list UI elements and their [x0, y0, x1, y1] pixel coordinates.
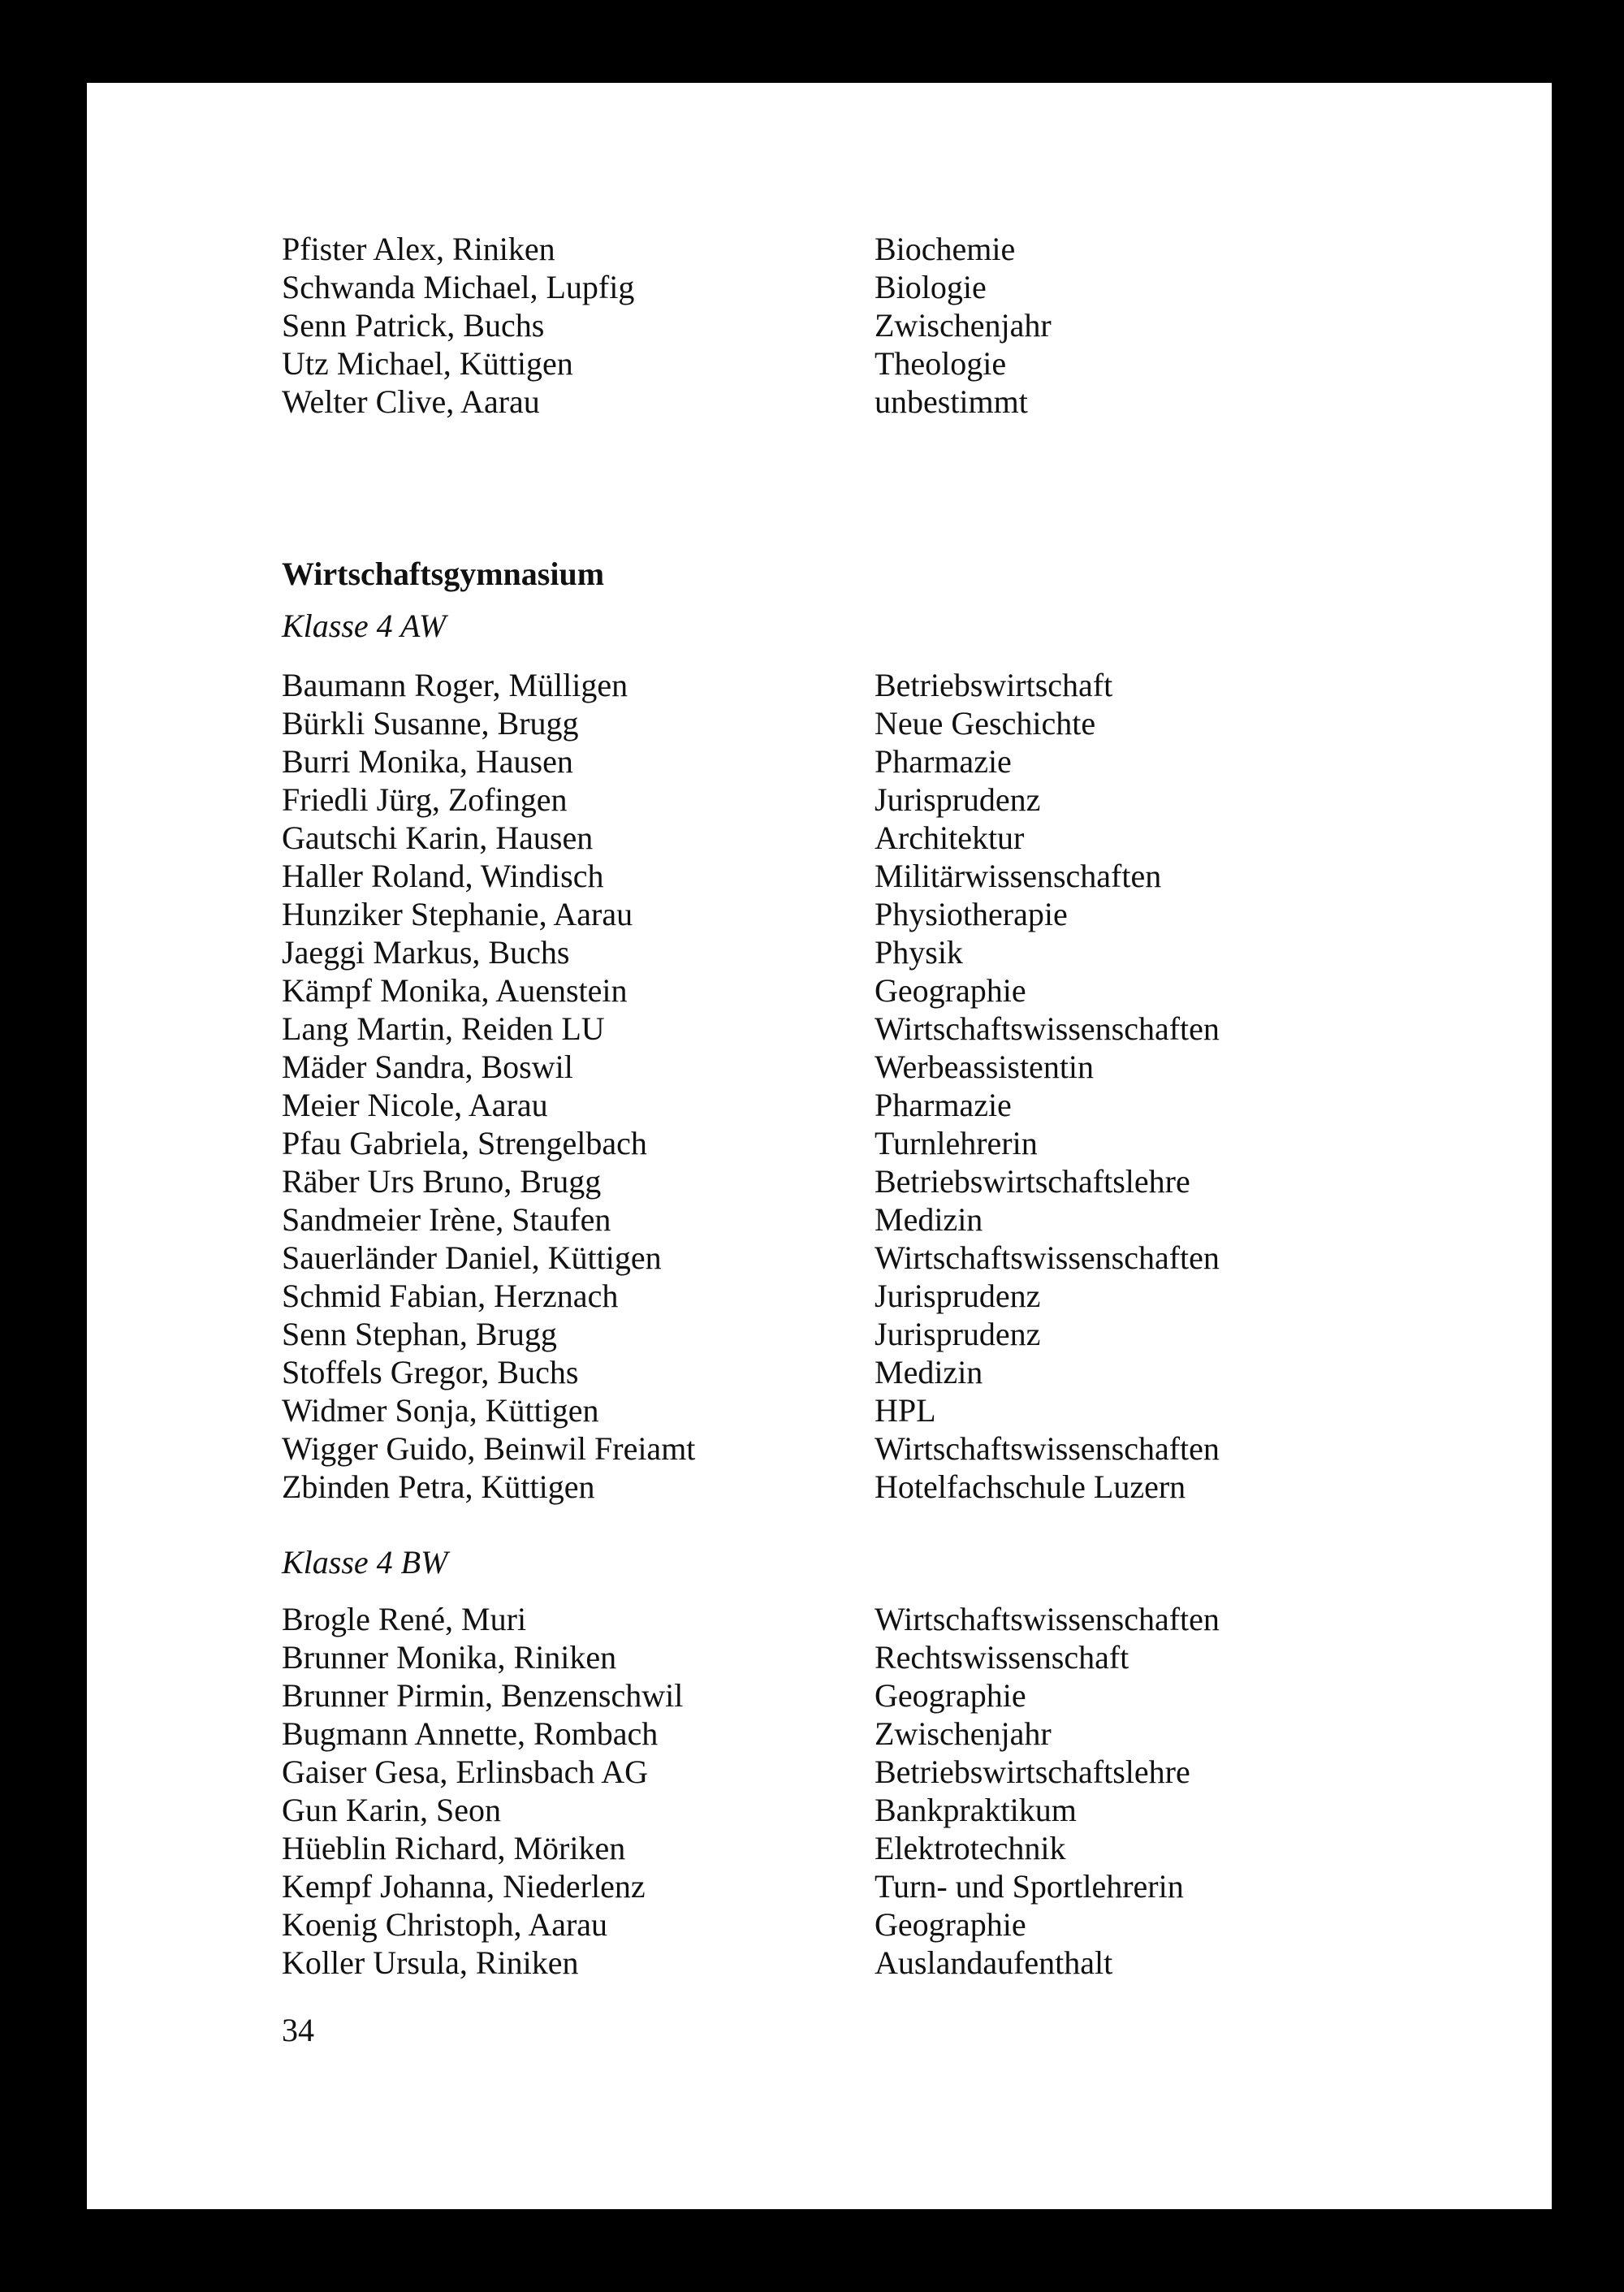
table-row: [87, 1867, 1552, 1905]
student-name: Senn Patrick, Buchs: [282, 307, 545, 344]
student-name: Meier Nicole, Aarau: [282, 1087, 548, 1123]
student-name: Lang Martin, Reiden LU: [282, 1010, 605, 1047]
student-name: Koenig Christoph, Aarau: [282, 1906, 608, 1943]
student-name: Burri Monika, Hausen: [282, 743, 573, 780]
table-row: [87, 895, 1552, 933]
table-row: [87, 1124, 1552, 1162]
table-row: [87, 819, 1552, 857]
student-name: Widmer Sonja, Küttigen: [282, 1392, 599, 1429]
student-name: Hunziker Stephanie, Aarau: [282, 896, 633, 932]
field-of-study: Rechtswissenschaft: [875, 1639, 1129, 1676]
field-of-study: Biochemie: [875, 231, 1016, 267]
table-row: [87, 1715, 1552, 1753]
student-name: Mäder Sandra, Boswil: [282, 1049, 573, 1085]
student-name: Gautschi Karin, Hausen: [282, 819, 594, 856]
table-row: [87, 933, 1552, 971]
field-of-study: Betriebswirtschaftslehre: [875, 1754, 1190, 1790]
table-row: [87, 1353, 1552, 1391]
field-of-study: Geographie: [875, 972, 1026, 1009]
table-row: [87, 1010, 1552, 1048]
table-row: [87, 1944, 1552, 1982]
table-row: [87, 781, 1552, 819]
field-of-study: Wirtschaftswissenschaften: [875, 1239, 1220, 1276]
student-name: Kempf Johanna, Niederlenz: [282, 1868, 646, 1905]
student-name: Welter Clive, Aarau: [282, 383, 540, 420]
student-name: Kämpf Monika, Auenstein: [282, 972, 628, 1009]
field-of-study: Pharmazie: [875, 743, 1012, 780]
field-of-study: Turn- und Sportlehrerin: [875, 1868, 1184, 1905]
student-name: Koller Ursula, Riniken: [282, 1944, 579, 1981]
field-of-study: Auslandaufenthalt: [875, 1944, 1113, 1981]
student-name: Räber Urs Bruno, Brugg: [282, 1163, 602, 1200]
table-row: [87, 704, 1552, 742]
table-row: [87, 971, 1552, 1010]
student-name: Sandmeier Irène, Staufen: [282, 1201, 611, 1238]
table-row: [87, 230, 1552, 268]
field-of-study: Turnlehrerin: [875, 1125, 1038, 1161]
table-row: [87, 1086, 1552, 1124]
student-name: Friedli Jürg, Zofingen: [282, 781, 568, 818]
field-of-study: Physik: [875, 934, 963, 971]
field-of-study: Betriebswirtschaft: [875, 667, 1113, 703]
student-name: Hüeblin Richard, Möriken: [282, 1830, 626, 1866]
table-row: [87, 666, 1552, 704]
student-name: Gaiser Gesa, Erlinsbach AG: [282, 1754, 648, 1790]
class-title-4bw: Klasse 4 BW: [282, 1544, 448, 1581]
table-row: [87, 1429, 1552, 1468]
field-of-study: Wirtschaftswissenschaften: [875, 1430, 1220, 1467]
student-name: Baumann Roger, Mülligen: [282, 667, 628, 703]
field-of-study: Werbeassistentin: [875, 1049, 1095, 1085]
document-page: [87, 83, 1552, 2209]
intro-student-list: [87, 230, 1552, 421]
student-name: Utz Michael, Küttigen: [282, 345, 573, 382]
table-row: [87, 306, 1552, 344]
field-of-study: Hotelfachschule Luzern: [875, 1468, 1186, 1505]
student-name: Gun Karin, Seon: [282, 1792, 501, 1828]
table-row: [87, 1277, 1552, 1315]
field-of-study: Wirtschaftswissenschaften: [875, 1010, 1220, 1047]
field-of-study: Jurisprudenz: [875, 781, 1041, 818]
table-row: [87, 1600, 1552, 1638]
field-of-study: Physiotherapie: [875, 896, 1068, 932]
field-of-study: Pharmazie: [875, 1087, 1012, 1123]
field-of-study: Biologie: [875, 269, 987, 305]
table-row: [87, 857, 1552, 895]
student-name: Sauerländer Daniel, Küttigen: [282, 1239, 662, 1276]
field-of-study: Medizin: [875, 1201, 983, 1238]
table-row: [87, 1048, 1552, 1086]
class-4aw-list: [87, 666, 1552, 1506]
field-of-study: Jurisprudenz: [875, 1278, 1041, 1314]
table-row: [87, 1638, 1552, 1676]
table-row: [87, 1315, 1552, 1353]
table-row: [87, 1391, 1552, 1429]
field-of-study: Zwischenjahr: [875, 307, 1052, 344]
student-name: Brogle René, Muri: [282, 1601, 527, 1637]
field-of-study: Bankpraktikum: [875, 1792, 1077, 1828]
field-of-study: Theologie: [875, 345, 1007, 382]
table-row: [87, 1162, 1552, 1200]
student-name: Pfister Alex, Riniken: [282, 231, 555, 267]
field-of-study: HPL: [875, 1392, 936, 1429]
student-name: Bürkli Susanne, Brugg: [282, 705, 579, 742]
field-of-study: unbestimmt: [875, 383, 1028, 420]
table-row: [87, 1239, 1552, 1277]
student-name: Zbinden Petra, Küttigen: [282, 1468, 595, 1505]
student-name: Pfau Gabriela, Strengelbach: [282, 1125, 647, 1161]
student-name: Stoffels Gregor, Buchs: [282, 1354, 579, 1390]
student-name: Wigger Guido, Beinwil Freiamt: [282, 1430, 696, 1467]
table-row: [87, 1200, 1552, 1239]
page-number: 34: [282, 2012, 314, 2048]
class-title-4aw: Klasse 4 AW: [282, 608, 447, 644]
field-of-study: Neue Geschichte: [875, 705, 1096, 742]
table-row: [87, 1676, 1552, 1715]
field-of-study: Militärwissenschaften: [875, 858, 1162, 894]
table-row: [87, 742, 1552, 781]
field-of-study: Zwischenjahr: [875, 1715, 1052, 1752]
class-4bw-list: [87, 1600, 1552, 1982]
table-row: [87, 1753, 1552, 1791]
field-of-study: Geographie: [875, 1906, 1026, 1943]
field-of-study: Geographie: [875, 1677, 1026, 1714]
field-of-study: Architektur: [875, 819, 1025, 856]
field-of-study: Jurisprudenz: [875, 1316, 1041, 1352]
student-name: Schwanda Michael, Lupfig: [282, 269, 635, 305]
table-row: [87, 344, 1552, 383]
student-name: Brunner Pirmin, Benzenschwil: [282, 1677, 684, 1714]
field-of-study: Betriebswirtschaftslehre: [875, 1163, 1190, 1200]
field-of-study: Elektrotechnik: [875, 1830, 1066, 1866]
student-name: Haller Roland, Windisch: [282, 858, 604, 894]
table-row: [87, 1791, 1552, 1829]
table-row: [87, 1829, 1552, 1867]
student-name: Schmid Fabian, Herznach: [282, 1278, 619, 1314]
table-row: [87, 1905, 1552, 1944]
student-name: Jaeggi Markus, Buchs: [282, 934, 570, 971]
student-name: Senn Stephan, Brugg: [282, 1316, 557, 1352]
table-row: [87, 383, 1552, 421]
table-row: [87, 1468, 1552, 1506]
section-heading: Wirtschaftsgymnasium: [282, 556, 605, 592]
student-name: Bugmann Annette, Rombach: [282, 1715, 659, 1752]
field-of-study: Medizin: [875, 1354, 983, 1390]
table-row: [87, 268, 1552, 306]
field-of-study: Wirtschaftswissenschaften: [875, 1601, 1220, 1637]
student-name: Brunner Monika, Riniken: [282, 1639, 617, 1676]
